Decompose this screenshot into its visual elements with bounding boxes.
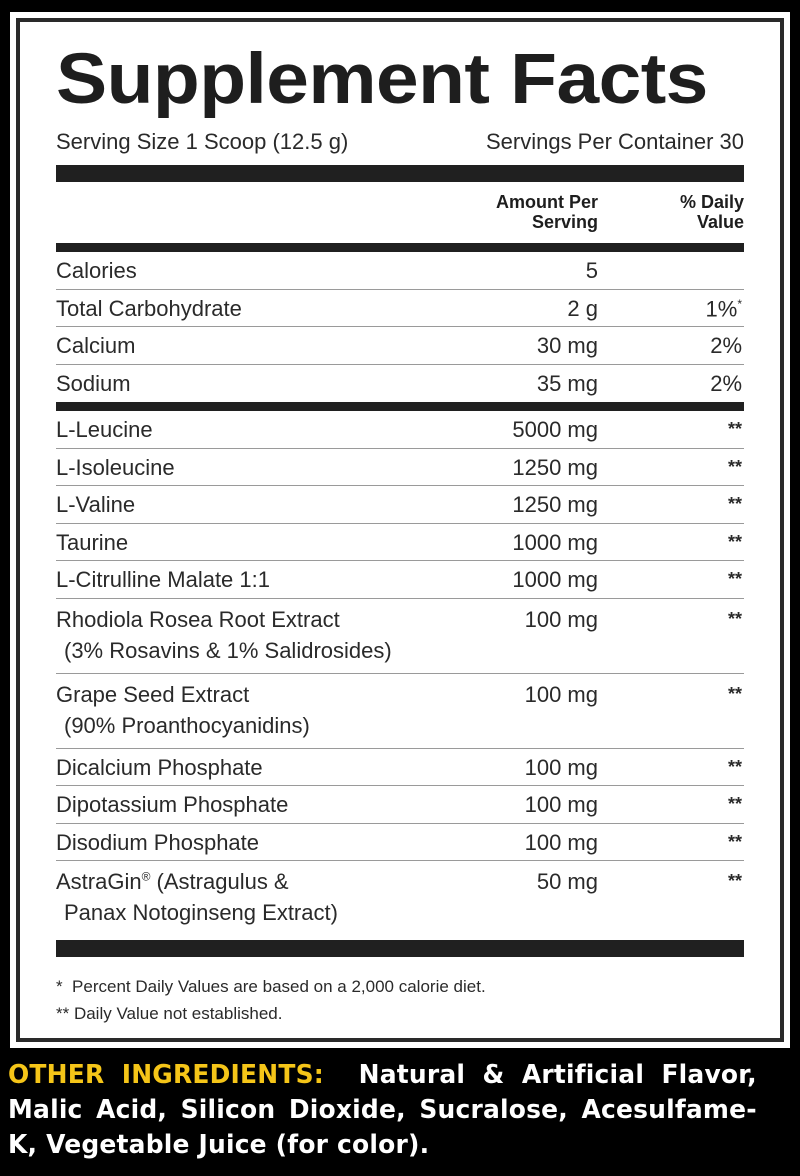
ingredient-amount: 100 mg [524, 606, 598, 632]
ingredient-dv: ** [727, 456, 742, 477]
nutrient-row-total-carbohydrate [56, 290, 744, 328]
supplement-facts-panel [10, 12, 790, 1048]
ingredient-row-dicalcium-phosphate [56, 749, 744, 787]
panel-title: Supplement Facts [56, 40, 708, 119]
ingredient-dv: ** [727, 494, 742, 514]
ingredient-name: L-Valine [56, 492, 136, 517]
ingredient-name: AstraGin® (Astragulus & Panax Notoginseng Extract) [56, 871, 438, 924]
divider-thick [56, 165, 744, 182]
ingredient-row-disodium-phosphate [56, 824, 744, 862]
serving-size: Serving Size 1 Scoop (12.5 g) [56, 129, 349, 154]
nutrient-dv: 2% [710, 333, 742, 358]
ingredient-dv: ** [727, 683, 742, 704]
ingredient-subtext: (90% Proanthocyanidins) [64, 712, 310, 738]
ingredient-amount: 1000 mg [512, 567, 598, 592]
servings-per-container: Servings Per Container 30 [485, 129, 744, 154]
ingredient-subtext: (3% Rosavins & 1% Salidrosides) [64, 637, 392, 663]
nutrient-name: Total Carbohydrate [56, 295, 242, 321]
footnotes [56, 973, 744, 1027]
ingredient-amount: 100 mg [524, 681, 598, 707]
ingredient-amount: 1250 mg [512, 492, 598, 517]
nutrient-dv: 2% [710, 370, 742, 396]
ingredient-name: Disodium Phosphate [56, 829, 260, 855]
divider-medium [56, 402, 744, 411]
ingredient-row-dipotassium-phosphate [56, 786, 744, 824]
ingredient-row-astragin [56, 861, 744, 936]
ingredient-dv: ** [727, 794, 742, 814]
ingredient-name: Grape Seed Extract (90% Proanthocyanidins) [56, 684, 438, 737]
supplement-facts-border [16, 18, 784, 1042]
other-ingredients-label: OTHER INGREDIENTS: [8, 1060, 324, 1090]
ingredient-name: Dipotassium Phosphate [56, 792, 289, 817]
ingredient-row-l-leucine [56, 411, 744, 449]
divider-medium [56, 243, 744, 252]
ingredient-amount: 100 mg [524, 792, 598, 817]
nutrient-amount: 35 mg [536, 370, 598, 396]
nutrient-row-calcium [56, 327, 744, 365]
other-ingredients [8, 1058, 757, 1163]
ingredient-amount: 5000 mg [512, 417, 598, 442]
ingredient-amount: 50 mg [536, 869, 598, 894]
nutrient-dv: 1%* [705, 295, 742, 321]
ingredient-row-l-citrulline-malate [56, 561, 744, 599]
ingredient-dv: ** [727, 419, 742, 439]
ingredient-row-taurine [56, 524, 744, 562]
ingredient-name: L-Leucine [56, 417, 153, 442]
ingredient-dv: ** [727, 569, 742, 589]
other-ingredients-text: Natural & Artificial Flavor, Malic Acid, Silicon Dioxide, Sucralose, Acesulfame-K, Vegetable Juice (for color). [8, 1060, 757, 1160]
ingredient-dv: ** [727, 756, 742, 777]
ingredient-amount: 100 mg [524, 754, 598, 780]
nutrient-amount: 2 g [567, 295, 598, 321]
ingredient-name: L-Isoleucine [56, 454, 175, 480]
nutrient-amount: 5 [585, 258, 598, 283]
serving-info [56, 131, 744, 153]
ingredient-name: Rhodiola Rosea Root Extract (3% Rosavins & 1% Salidrosides) [56, 609, 438, 662]
nutrient-row-sodium [56, 365, 744, 403]
nutrient-row-calories [56, 252, 744, 290]
ingredient-amount: 1250 mg [512, 454, 598, 480]
ingredient-row-rhodiola-rosea [56, 599, 744, 674]
ingredient-amount: 100 mg [524, 829, 598, 855]
ingredient-name: Dicalcium Phosphate [56, 754, 263, 780]
column-headers [56, 182, 744, 243]
ingredient-name: Taurine [56, 529, 129, 555]
daily-value-column-header: % Daily Value [679, 192, 744, 232]
asterisk-mark: * [737, 296, 742, 311]
footnote-not-established: ** Daily Value not established. [56, 1004, 283, 1023]
ingredient-dv: ** [727, 871, 742, 891]
ingredient-amount: 1000 mg [512, 529, 598, 555]
nutrient-name: Calcium [56, 333, 136, 358]
nutrient-amount: 30 mg [536, 333, 598, 358]
ingredient-row-l-isoleucine [56, 449, 744, 487]
divider-thick-bottom [56, 940, 744, 957]
ingredient-dv: ** [727, 608, 742, 629]
nutrient-name: Calories [56, 258, 137, 283]
registered-trademark-icon: ® [141, 869, 151, 884]
ingredient-dv: ** [727, 831, 742, 852]
ingredient-row-grape-seed-extract [56, 674, 744, 749]
ingredient-subtext: Panax Notoginseng Extract) [64, 900, 338, 925]
amount-column-header: Amount Per Serving [495, 192, 598, 232]
ingredient-name: L-Citrulline Malate 1:1 [56, 567, 270, 592]
footnote-daily-values: * Percent Daily Values are based on a 2,000 calorie diet. [56, 977, 486, 996]
ingredient-dv: ** [727, 531, 742, 552]
ingredient-row-l-valine [56, 486, 744, 524]
nutrient-name: Sodium [56, 370, 131, 396]
